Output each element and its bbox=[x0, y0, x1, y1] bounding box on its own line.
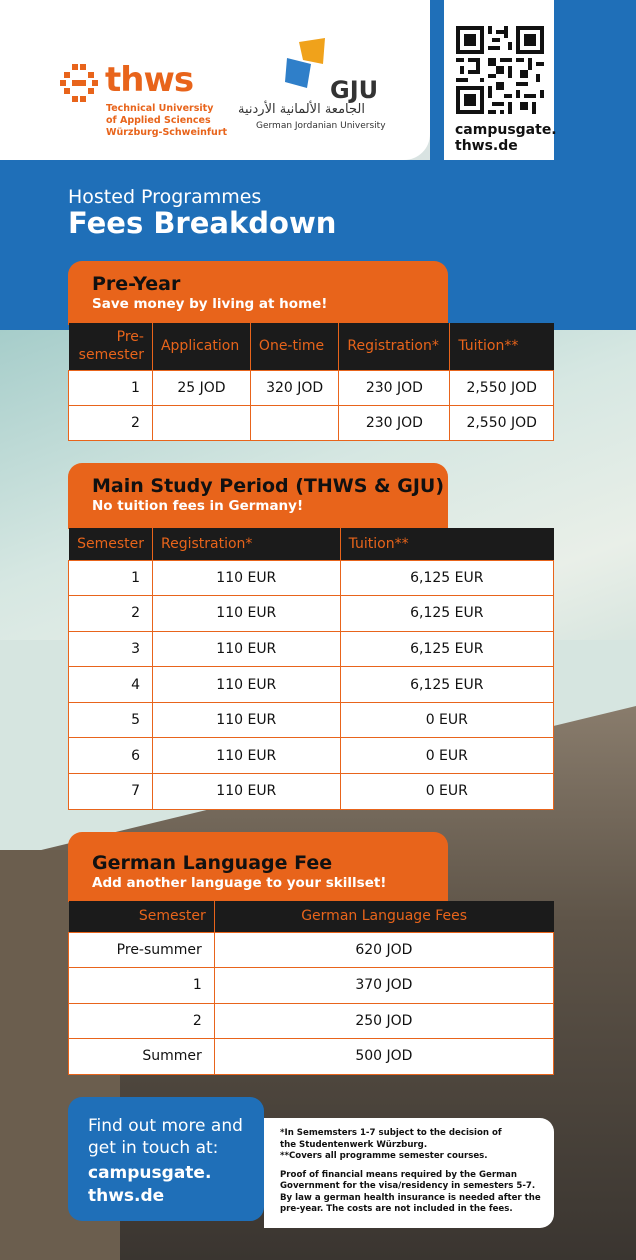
gju-subtitle: German Jordanian University bbox=[256, 121, 386, 131]
table-cell bbox=[250, 405, 338, 440]
qr-code-icon[interactable] bbox=[456, 26, 544, 114]
table-cell: 0 EUR bbox=[340, 738, 553, 774]
thws-logo-icon bbox=[58, 62, 100, 110]
table-cell: 2 bbox=[69, 405, 153, 440]
table-cell: 25 JOD bbox=[152, 370, 250, 405]
table-cell: 620 JOD bbox=[214, 932, 553, 968]
col-header: German Language Fees bbox=[214, 901, 553, 932]
language-title: German Language Fee bbox=[92, 852, 333, 874]
table-cell: 230 JOD bbox=[339, 370, 450, 405]
table-cell: 0 EUR bbox=[340, 702, 553, 738]
thws-wordmark: thws bbox=[105, 60, 194, 100]
table-cell: 7 bbox=[69, 774, 153, 810]
table-cell: 0 EUR bbox=[340, 774, 553, 810]
table-row bbox=[69, 667, 554, 703]
table-cell: 1 bbox=[69, 968, 215, 1004]
gju-logo-icon bbox=[285, 38, 331, 96]
table-cell: 500 JOD bbox=[214, 1039, 553, 1075]
table-header-row bbox=[69, 528, 554, 560]
col-header: Pre-semester bbox=[69, 323, 153, 370]
table-cell: 4 bbox=[69, 667, 153, 703]
table-cell: 1 bbox=[69, 370, 153, 405]
language-header bbox=[68, 832, 448, 902]
table-cell: Pre-summer bbox=[69, 932, 215, 968]
table-cell: 2,550 JOD bbox=[450, 405, 554, 440]
col-header: Tuition** bbox=[340, 528, 553, 560]
contact-box[interactable]: Find out more and get in touch at: campusgate. thws.de bbox=[68, 1097, 264, 1221]
table-cell: Summer bbox=[69, 1039, 215, 1075]
table-cell: 110 EUR bbox=[152, 560, 340, 596]
table-row bbox=[69, 631, 554, 667]
preyear-header bbox=[68, 261, 448, 325]
gju-wordmark: GJU bbox=[330, 76, 379, 104]
table-cell: 110 EUR bbox=[152, 702, 340, 738]
table-cell: 6,125 EUR bbox=[340, 596, 553, 632]
page-title: Fees Breakdown bbox=[68, 206, 337, 240]
table-cell: 2 bbox=[69, 1003, 215, 1039]
main-header bbox=[68, 463, 448, 529]
footnotes: *In Sememsters 1-7 subject to the decision of the Studentenwerk Würzburg. **Covers all programme semester courses. Proof of financial means required by the German Government for the visa/residency in semesters 5-7. By law a german health insurance is needed after the pre-year. The costs are not included in the fees. bbox=[264, 1118, 554, 1228]
table-cell: 6,125 EUR bbox=[340, 667, 553, 703]
table-cell: 110 EUR bbox=[152, 667, 340, 703]
table-cell: 3 bbox=[69, 631, 153, 667]
table-cell: 110 EUR bbox=[152, 738, 340, 774]
table-cell: 110 EUR bbox=[152, 631, 340, 667]
language-table bbox=[68, 901, 554, 1075]
main-tagline: No tuition fees in Germany! bbox=[92, 498, 304, 514]
page-subtitle: Hosted Programmes bbox=[68, 186, 262, 208]
preyear-table bbox=[68, 323, 554, 441]
table-cell: 230 JOD bbox=[339, 405, 450, 440]
col-header: Application bbox=[152, 323, 250, 370]
table-header-row bbox=[69, 901, 554, 932]
table-row bbox=[69, 702, 554, 738]
table-row bbox=[69, 596, 554, 632]
main-table bbox=[68, 528, 554, 810]
table-row bbox=[69, 1003, 554, 1039]
table-row bbox=[69, 932, 554, 968]
table-cell: 2 bbox=[69, 596, 153, 632]
table-row bbox=[69, 560, 554, 596]
col-header: Registration* bbox=[152, 528, 340, 560]
preyear-tagline: Save money by living at home! bbox=[92, 296, 328, 312]
col-header: One-time bbox=[250, 323, 338, 370]
table-row bbox=[69, 738, 554, 774]
col-header: Semester bbox=[69, 528, 153, 560]
col-header: Tuition** bbox=[450, 323, 554, 370]
table-header-row bbox=[69, 323, 554, 370]
table-cell bbox=[152, 405, 250, 440]
gju-arabic-name: الجامعة الألمانية الأردنية bbox=[238, 102, 365, 117]
table-cell: 320 JOD bbox=[250, 370, 338, 405]
qr-url[interactable]: campusgate. thws.de bbox=[455, 122, 557, 154]
main-title: Main Study Period (THWS & GJU) bbox=[92, 475, 445, 497]
col-header: Semester bbox=[69, 901, 215, 932]
table-row bbox=[69, 774, 554, 810]
table-cell: 6 bbox=[69, 738, 153, 774]
table-cell: 5 bbox=[69, 702, 153, 738]
table-cell: 370 JOD bbox=[214, 968, 553, 1004]
table-cell: 2,550 JOD bbox=[450, 370, 554, 405]
table-cell: 110 EUR bbox=[152, 596, 340, 632]
preyear-title: Pre-Year bbox=[92, 273, 181, 295]
table-row bbox=[69, 370, 554, 405]
table-row bbox=[69, 968, 554, 1004]
table-cell: 6,125 EUR bbox=[340, 631, 553, 667]
col-header: Registration* bbox=[339, 323, 450, 370]
table-cell: 1 bbox=[69, 560, 153, 596]
table-cell: 250 JOD bbox=[214, 1003, 553, 1039]
table-cell: 6,125 EUR bbox=[340, 560, 553, 596]
language-tagline: Add another language to your skillset! bbox=[92, 875, 387, 891]
table-cell: 110 EUR bbox=[152, 774, 340, 810]
table-row bbox=[69, 1039, 554, 1075]
table-row bbox=[69, 405, 554, 440]
thws-subtitle: Technical University of Applied Sciences Würzburg-Schweinfurt bbox=[106, 103, 228, 138]
